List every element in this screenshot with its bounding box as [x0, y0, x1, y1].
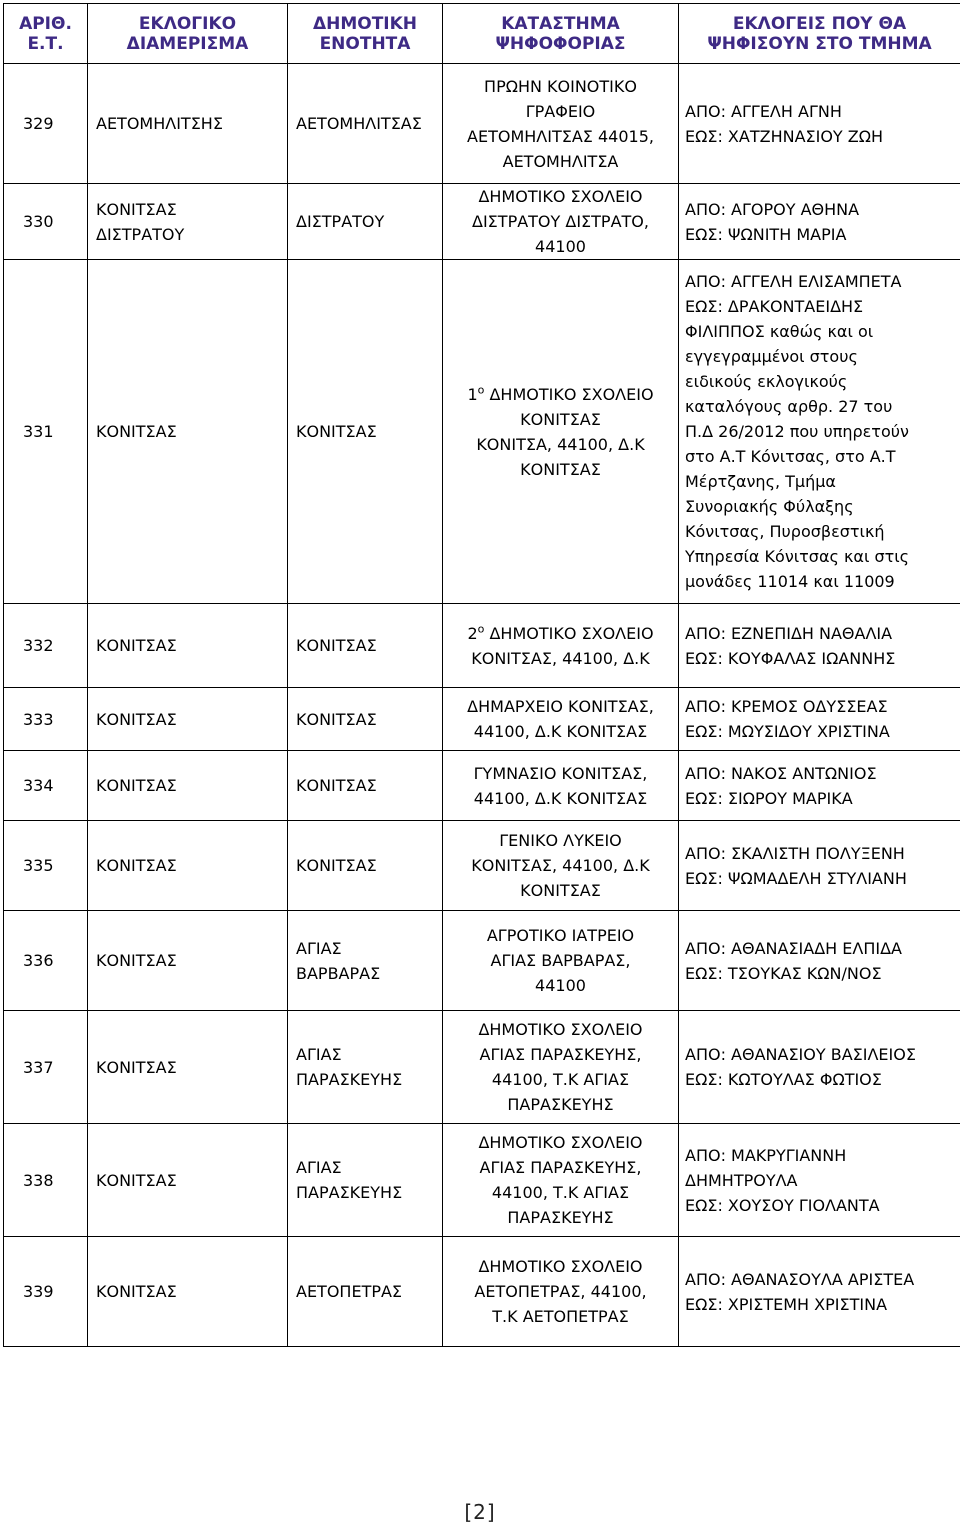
store-ordinal-suffix: ο — [477, 383, 485, 397]
cell-voters: ΑΠΟ: ΕΖΝΕΠΙΔΗ ΝΑΘΑΛΙΑ ΕΩΣ: ΚΟΥΦΑΛΑΣ ΙΩΑΝΝΗΣ — [679, 604, 960, 688]
cell-voters: ΑΠΟ: ΑΘΑΝΑΣΙΑΔΗ ΕΛΠΙΔΑ ΕΩΣ: ΤΣΟΥΚΑΣ ΚΩΝ/ΝΟΣ — [679, 911, 960, 1011]
cell-number: 332 — [4, 604, 88, 688]
cell-unit: ΚΟΝΙΤΣΑΣ — [288, 688, 443, 751]
cell-voters: ΑΠΟ: ΑΘΑΝΑΣΟΥΛΑ ΑΡΙΣΤΕΑ ΕΩΣ: ΧΡΙΣΤΕΜΗ ΧΡΙΣΤΙΝΑ — [679, 1237, 960, 1347]
cell-district: ΚΟΝΙΤΣΑΣ — [88, 751, 288, 821]
table-row — [4, 260, 960, 604]
cell-store: ΠΡΩΗΝ ΚΟΙΝΟΤΙΚΟ ΓΡΑΦΕΙΟ ΑΕΤΟΜΗΛΙΤΣΑΣ 44015, ΑΕΤΟΜΗΛΙΤΣΑ — [443, 64, 679, 184]
store-ordinal: 2 — [467, 623, 478, 643]
cell-district: ΚΟΝΙΤΣΑΣ — [88, 821, 288, 911]
cell-district: ΚΟΝΙΤΣΑΣ — [88, 1124, 288, 1237]
cell-district: ΑΕΤΟΜΗΛΙΤΣΗΣ — [88, 64, 288, 184]
header-num: ΑΡΙΘ. Ε.Τ. — [4, 4, 88, 64]
cell-district: ΚΟΝΙΤΣΑΣ — [88, 1237, 288, 1347]
cell-number: 334 — [4, 751, 88, 821]
header-unit: ΔΗΜΟΤΙΚΗ ΕΝΟΤΗΤΑ — [288, 4, 443, 64]
cell-district: ΚΟΝΙΤΣΑΣ — [88, 604, 288, 688]
cell-store: ΑΓΡΟΤΙΚΟ ΙΑΤΡΕΙΟ ΑΓΙΑΣ ΒΑΡΒΑΡΑΣ, 44100 — [443, 911, 679, 1011]
cell-voters: ΑΠΟ: ΣΚΑΛΙΣΤΗ ΠΟΛΥΞΕΝΗ ΕΩΣ: ΨΩΜΑΔΕΛΗ ΣΤΥΛΙΑΝΗ — [679, 821, 960, 911]
cell-voters: ΑΠΟ: ΚΡΕΜΟΣ ΟΔΥΣΣΕΑΣ ΕΩΣ: ΜΩΥΣΙΔΟΥ ΧΡΙΣΤΙΝΑ — [679, 688, 960, 751]
table-row — [4, 64, 960, 184]
table-row — [4, 911, 960, 1011]
table-header-row — [4, 4, 960, 64]
cell-district: ΚΟΝΙΤΣΑΣ — [88, 688, 288, 751]
store-text: ΔΗΜΟΤΙΚΟ ΣΧΟΛΕΙΟ ΚΟΝΙΤΣΑΣ, 44100, Δ.Κ — [471, 623, 654, 668]
cell-unit: ΑΓΙΑΣ ΠΑΡΑΣΚΕΥΗΣ — [288, 1124, 443, 1237]
table-row — [4, 688, 960, 751]
cell-voters: ΑΠΟ: ΜΑΚΡΥΓΙΑΝΝΗ ΔΗΜΗΤΡΟΥΛΑ ΕΩΣ: ΧΟΥΣΟΥ ΓΙΟΛΑΝΤΑ — [679, 1124, 960, 1237]
table-row — [4, 604, 960, 688]
cell-district: ΚΟΝΙΤΣΑΣ ΔΙΣΤΡΑΤΟΥ — [88, 184, 288, 260]
cell-store — [443, 260, 679, 604]
cell-store: ΔΗΜΟΤΙΚΟ ΣΧΟΛΕΙΟ ΑΓΙΑΣ ΠΑΡΑΣΚΕΥΗΣ, 44100, Τ.Κ ΑΓΙΑΣ ΠΑΡΑΣΚΕΥΗΣ — [443, 1124, 679, 1237]
cell-unit: ΑΕΤΟΠΕΤΡΑΣ — [288, 1237, 443, 1347]
store-ordinal: 1 — [467, 384, 478, 404]
page-number: [2] — [464, 1500, 496, 1524]
table-row — [4, 184, 960, 260]
cell-district: ΚΟΝΙΤΣΑΣ — [88, 911, 288, 1011]
cell-unit: ΚΟΝΙΤΣΑΣ — [288, 260, 443, 604]
table-row — [4, 821, 960, 911]
cell-number: 330 — [4, 184, 88, 260]
table-row — [4, 1124, 960, 1237]
cell-unit: ΔΙΣΤΡΑΤΟΥ — [288, 184, 443, 260]
store-ordinal-suffix: ο — [477, 622, 485, 636]
cell-store: ΔΗΜΟΤΙΚΟ ΣΧΟΛΕΙΟ ΔΙΣΤΡΑΤΟΥ ΔΙΣΤΡΑΤΟ, 44100 — [443, 184, 679, 260]
cell-number: 331 — [4, 260, 88, 604]
cell-unit: ΑΓΙΑΣ ΒΑΡΒΑΡΑΣ — [288, 911, 443, 1011]
table-row — [4, 1237, 960, 1347]
cell-store — [443, 604, 679, 688]
cell-district: ΚΟΝΙΤΣΑΣ — [88, 260, 288, 604]
header-voters: ΕΚΛΟΓΕΙΣ ΠΟΥ ΘΑ ΨΗΦΙΣΟΥΝ ΣΤΟ ΤΜΗΜΑ — [679, 4, 960, 64]
cell-number: 338 — [4, 1124, 88, 1237]
cell-unit: ΚΟΝΙΤΣΑΣ — [288, 751, 443, 821]
cell-store: ΔΗΜΟΤΙΚΟ ΣΧΟΛΕΙΟ ΑΓΙΑΣ ΠΑΡΑΣΚΕΥΗΣ, 44100, Τ.Κ ΑΓΙΑΣ ΠΑΡΑΣΚΕΥΗΣ — [443, 1011, 679, 1124]
cell-store: ΔΗΜΑΡΧΕΙΟ ΚΟΝΙΤΣΑΣ, 44100, Δ.Κ ΚΟΝΙΤΣΑΣ — [443, 688, 679, 751]
cell-voters: ΑΠΟ: ΑΘΑΝΑΣΙΟΥ ΒΑΣΙΛΕΙΟΣ ΕΩΣ: ΚΩΤΟΥΛΑΣ ΦΩΤΙΟΣ — [679, 1011, 960, 1124]
cell-store: ΓΕΝΙΚΟ ΛΥΚΕΙΟ ΚΟΝΙΤΣΑΣ, 44100, Δ.Κ ΚΟΝΙΤΣΑΣ — [443, 821, 679, 911]
store-text: ΔΗΜΟΤΙΚΟ ΣΧΟΛΕΙΟ ΚΟΝΙΤΣΑΣ ΚΟΝΙΤΣΑ, 44100, Δ.Κ ΚΟΝΙΤΣΑΣ — [476, 384, 654, 479]
cell-number: 339 — [4, 1237, 88, 1347]
cell-number: 329 — [4, 64, 88, 184]
cell-unit: ΚΟΝΙΤΣΑΣ — [288, 604, 443, 688]
cell-district: ΚΟΝΙΤΣΑΣ — [88, 1011, 288, 1124]
header-district: ΕΚΛΟΓΙΚΟ ΔΙΑΜΕΡΙΣΜΑ — [88, 4, 288, 64]
cell-voters: ΑΠΟ: ΑΓΟΡΟΥ ΑΘΗΝΑ ΕΩΣ: ΨΩΝΙΤΗ ΜΑΡΙΑ — [679, 184, 960, 260]
cell-voters: ΑΠΟ: ΑΓΓΕΛΗ ΑΓΝΗ ΕΩΣ: ΧΑΤΖΗΝΑΣΙΟΥ ΖΩΗ — [679, 64, 960, 184]
cell-number: 337 — [4, 1011, 88, 1124]
table-row — [4, 1011, 960, 1124]
cell-store: ΔΗΜΟΤΙΚΟ ΣΧΟΛΕΙΟ ΑΕΤΟΠΕΤΡΑΣ, 44100, Τ.Κ ΑΕΤΟΠΕΤΡΑΣ — [443, 1237, 679, 1347]
cell-voters: ΑΠΟ: ΑΓΓΕΛΗ ΕΛΙΣΑΜΠΕΤΑ ΕΩΣ: ΔΡΑΚΟΝΤΑΕΙΔΗΣ ΦΙΛΙΠΠΟΣ καθώς και οι εγγεγραμμένοι στους ειδικούς εκλογικούς καταλόγους αρθρ. 27 του Π.Δ 26/2012 που υπηρετούν στο Α.Τ Κόνιτσας, στο Α.Τ Μέρτζανης, Τμήμα Συνοριακής Φύλαξης Κόνιτσας, Πυροσβεστική Υπηρεσία Κόνιτσας και στις μονάδες 11014 και 11009 — [679, 260, 960, 604]
cell-unit: ΚΟΝΙΤΣΑΣ — [288, 821, 443, 911]
cell-number: 333 — [4, 688, 88, 751]
cell-unit: ΑΓΙΑΣ ΠΑΡΑΣΚΕΥΗΣ — [288, 1011, 443, 1124]
table-body — [4, 64, 960, 1347]
header-store: ΚΑΤΑΣΤΗΜΑ ΨΗΦΟΦΟΡΙΑΣ — [443, 4, 679, 64]
cell-number: 336 — [4, 911, 88, 1011]
polling-stations-table — [3, 3, 960, 1347]
cell-number: 335 — [4, 821, 88, 911]
cell-unit: ΑΕΤΟΜΗΛΙΤΣΑΣ — [288, 64, 443, 184]
cell-store: ΓΥΜΝΑΣΙΟ ΚΟΝΙΤΣΑΣ, 44100, Δ.Κ ΚΟΝΙΤΣΑΣ — [443, 751, 679, 821]
table-row — [4, 751, 960, 821]
cell-voters: ΑΠΟ: ΝΑΚΟΣ ΑΝΤΩΝΙΟΣ ΕΩΣ: ΣΙΩΡΟΥ ΜΑΡΙΚΑ — [679, 751, 960, 821]
